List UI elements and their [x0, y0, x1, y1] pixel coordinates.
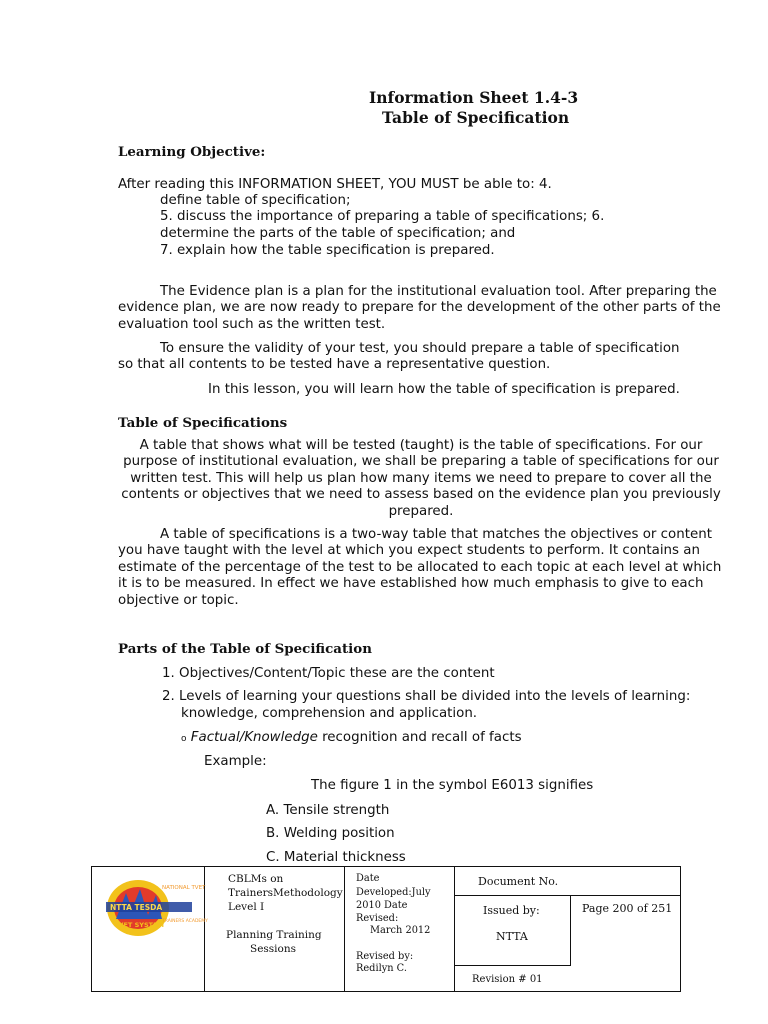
sheet-subtitle: Table of Specification	[382, 108, 570, 127]
revised-by-label: Revised by:	[356, 951, 414, 962]
parts-item-2: 2. Levels of learning your questions shall be divided into the levels of learning:	[162, 689, 691, 704]
bullet-marker: o	[181, 734, 187, 744]
issued-by-label: Issued by:	[483, 904, 540, 917]
logo-text-3: TRAINERS ACADEMY	[162, 919, 208, 924]
logo-text-1: NTTA TESDA	[110, 903, 163, 912]
answer-choice-a: A. Tensile strength	[266, 803, 390, 818]
objective-intro: After reading this INFORMATION SHEET, YOU MUST be able to: 4.	[118, 177, 552, 192]
course-line-3: Level I	[228, 901, 265, 913]
date-line-4: Revised:	[356, 913, 399, 924]
logo-graphic	[102, 875, 208, 941]
objective-item: 5. discuss the importance of preparing a table of specifications; 6.	[160, 209, 605, 224]
date-line-2: Developed:July	[356, 887, 431, 898]
document-footer-table	[91, 866, 681, 992]
bullet-item	[181, 730, 522, 747]
sheet-title: Information Sheet 1.4-3	[369, 88, 579, 107]
course-line-1: CBLMs on	[228, 873, 284, 885]
ntta-tesda-logo	[102, 875, 208, 941]
parts-item-1: 1. Objectives/Content/Topic these are the content	[162, 666, 495, 681]
parts-item-2-continued: knowledge, comprehension and application.	[181, 706, 478, 721]
intro-paragraph-3: In this lesson, you will learn how the table of specification is prepared.	[208, 382, 680, 397]
objective-item: define table of specification;	[160, 193, 351, 208]
answer-choice-c: C. Material thickness	[266, 850, 406, 865]
parts-heading: Parts of the Table of Specification	[118, 641, 372, 657]
course-line-2: TrainersMethodology	[228, 887, 343, 899]
bullet-term: Factual/Knowledge	[190, 730, 318, 745]
objective-item: determine the parts of the table of specification; and	[160, 226, 516, 241]
logo-text-4: TVET SYSTEM	[114, 921, 165, 929]
tos-heading: Table of Specifications	[118, 415, 288, 431]
example-label: Example:	[204, 754, 267, 769]
date-line-3: 2010 Date	[356, 900, 408, 911]
example-question: The figure 1 in the symbol E6013 signifies	[311, 778, 594, 793]
page-number: Page 200 of 251	[582, 902, 673, 915]
document-number-label: Document No.	[478, 875, 559, 888]
intro-paragraph-2-line-2: so that all contents to be tested have a representative question.	[118, 357, 551, 372]
tos-paragraph-2: A table of specifications is a two-way table that matches the objectives or content you have taught with the level at which you expect students to perform. It contains an estimate of the percentage of the test to be allocated to each topic at each level at which it is to be measured. In effect we have established how much emphasis to give to each objective or topic.	[118, 527, 722, 608]
revision-number: Revision # 01	[472, 974, 543, 985]
date-line-5: March 2012	[370, 925, 431, 936]
logo-text-2: NATIONAL TVET	[162, 885, 206, 891]
date-line-1: Date	[356, 873, 380, 884]
answer-choice-b: B. Welding position	[266, 826, 395, 841]
revised-by-name: Redilyn C.	[356, 963, 407, 974]
tos-paragraph-1: A table that shows what will be tested (taught) is the table of specifications. For our purpose of institutional evaluation, we shall be preparing a table of specifications for our written test. This will help us plan how many items we need to prepare to cover all the contents or objectives that we need to assess based on the evidence plan you previously prepared.	[121, 438, 721, 519]
issuer-name: NTTA	[496, 930, 528, 943]
bullet-description: recognition and recall of facts	[317, 730, 522, 745]
intro-paragraph-1: The Evidence plan is a plan for the institutional evaluation tool. After preparing the evidence plan, we are now ready to prepare for the development of the other parts of the evaluation tool such as the written test.	[118, 284, 721, 332]
objective-heading: Learning Objective:	[118, 144, 266, 160]
objective-item: 7. explain how the table specification is prepared.	[160, 243, 495, 258]
intro-paragraph-2-line-1: To ensure the validity of your test, you should prepare a table of specification	[160, 341, 680, 356]
module-line-1: Planning Training	[226, 929, 322, 941]
module-line-2: Sessions	[250, 943, 297, 955]
